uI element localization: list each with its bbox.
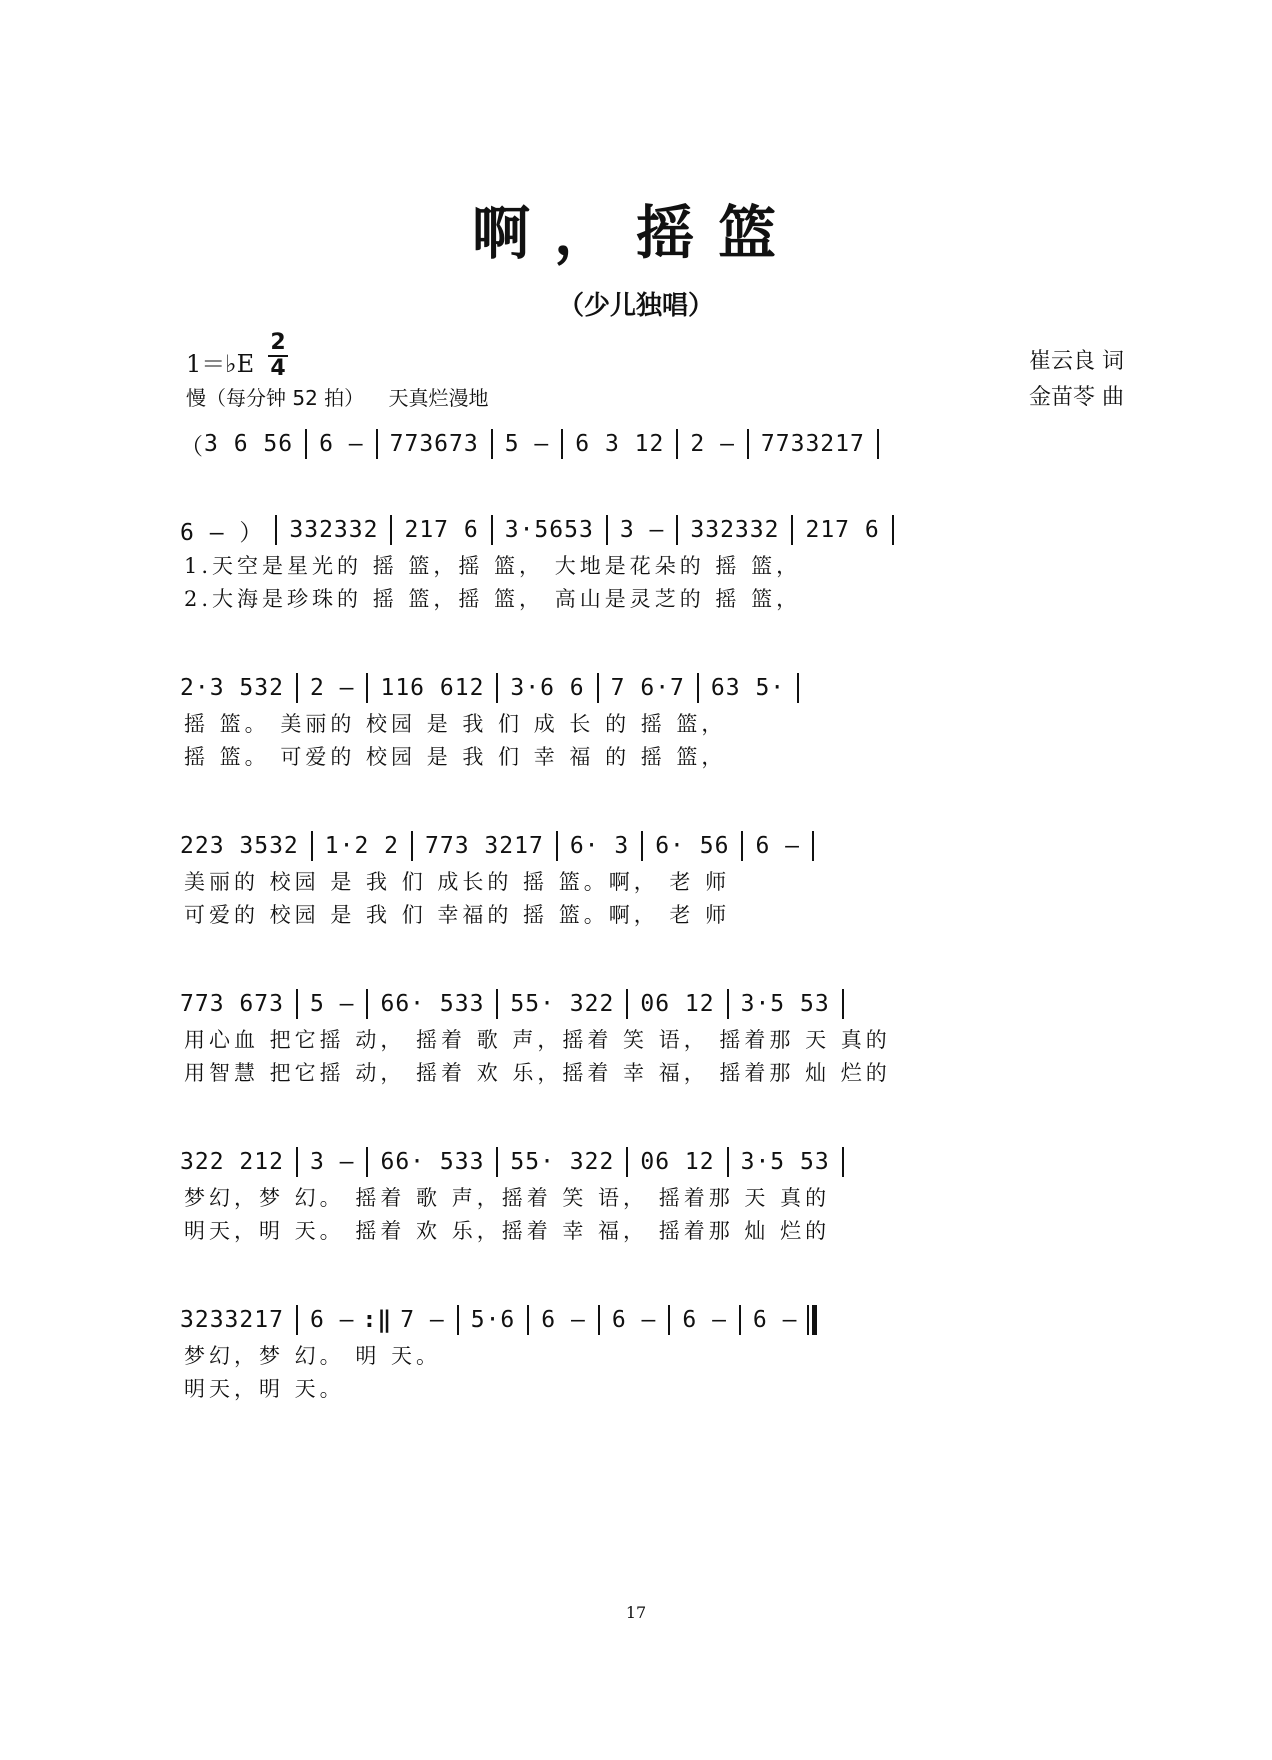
note-group: （ <box>180 433 204 460</box>
time-signature-top: 2 <box>270 330 286 355</box>
lyric-verse-1: 1.天空是星光的 摇 篮，摇 篮， 大地是花朵的 摇 篮， <box>184 554 802 578</box>
note-group: 322 212 <box>180 1149 284 1175</box>
song-subtitle: （少儿独唱） <box>557 291 714 321</box>
time-signature-bottom: 4 <box>270 356 286 381</box>
score-system-4 <box>180 826 1124 932</box>
note-group: 6· 56 <box>655 833 730 859</box>
note-group: 66· 533 <box>380 991 485 1017</box>
lyric-verse-2: 用智慧 把它摇 动， 摇着 欢 乐，摇着 幸 福， 摇着那 灿 烂的 <box>184 1061 891 1085</box>
bar-line <box>626 989 628 1019</box>
bar-line <box>842 1147 844 1177</box>
note-group: 2 – <box>309 675 355 701</box>
note-group: 3·6 6 <box>510 675 585 701</box>
lyric-verse-1: 美丽的 校园 是 我 们 成长的 摇 篮。啊， 老 师 <box>184 870 731 894</box>
note-group: 773673 <box>389 431 479 457</box>
note-group: 7 6·7 <box>610 675 685 701</box>
lyric-verse-1: 用心血 把它摇 动， 摇着 歌 声，摇着 笑 语， 摇着那 天 真的 <box>184 1028 891 1052</box>
notation-line <box>180 984 1124 1024</box>
bar-line <box>561 429 563 459</box>
note-group: 773 3217 <box>425 833 544 859</box>
bar-line <box>626 1147 628 1177</box>
bar-line <box>697 673 699 703</box>
note-group: 332332 <box>289 517 379 543</box>
note-group: 6· 3 <box>569 833 630 859</box>
score-system-6 <box>180 1142 1124 1248</box>
bar-line <box>877 429 879 459</box>
score-system-3 <box>180 668 1124 774</box>
bar-line <box>376 429 378 459</box>
bar-line <box>727 1147 729 1177</box>
note-group: 66· 533 <box>380 1149 485 1175</box>
bar-line <box>556 831 558 861</box>
lyric-verse-1: 梦幻，梦 幻。 摇着 歌 声，摇着 笑 语， 摇着那 天 真的 <box>184 1186 831 1210</box>
note-group: 3·5 53 <box>740 991 830 1017</box>
note-group: 5 – <box>504 431 550 457</box>
note-group: 5·6 <box>470 1307 516 1333</box>
mood-text: 天真烂漫地 <box>388 386 489 410</box>
song-title: 啊，摇篮 <box>471 199 800 267</box>
note-group: 6 – <box>682 1307 727 1333</box>
score-system-7 <box>180 1300 1124 1406</box>
bar-line <box>668 1305 670 1335</box>
note-group: 3 – <box>309 1149 355 1175</box>
note-group: 116 612 <box>380 675 485 701</box>
note-group: 6 – <box>611 1307 657 1333</box>
note-group: 3·5653 <box>504 517 594 543</box>
bar-line <box>390 515 392 545</box>
notation-line <box>180 424 1124 464</box>
notation-line <box>180 826 1124 866</box>
bar-line <box>676 515 678 545</box>
bar-line <box>411 831 413 861</box>
bar-line <box>741 831 743 861</box>
note-group: 223 3532 <box>180 833 299 859</box>
score-system-5 <box>180 984 1124 1090</box>
note-group: 2·3 532 <box>180 675 284 701</box>
note-group: 217 6 <box>805 517 880 543</box>
bar-line <box>491 429 493 459</box>
note-group: 63 5· <box>710 675 786 701</box>
bar-line <box>366 673 368 703</box>
notation-line <box>180 510 1124 550</box>
bar-line <box>311 831 313 861</box>
bar-line <box>366 1147 368 1177</box>
bar-line <box>296 1147 298 1177</box>
note-group: 6 – <box>319 431 364 457</box>
note-group: 6 – <box>309 1307 355 1333</box>
bar-line <box>305 429 307 459</box>
bar-line <box>598 1305 600 1335</box>
tempo-text: 慢（每分钟 52 拍） <box>186 386 365 410</box>
bar-line <box>296 673 298 703</box>
bar-line <box>597 673 599 703</box>
bar-line <box>842 989 844 1019</box>
note-group: 773 673 <box>180 991 284 1017</box>
note-group: 3·5 53 <box>740 1149 830 1175</box>
final-bar-line <box>807 1305 817 1335</box>
bar-line <box>496 989 498 1019</box>
lyric-verse-1: 摇 篮。 美丽的 校园 是 我 们 成 长 的 摇 篮， <box>184 712 727 736</box>
bar-line <box>457 1305 459 1335</box>
lyric-verse-2: 2.大海是珍珠的 摇 篮，摇 篮， 高山是灵芝的 摇 篮， <box>184 587 802 611</box>
bar-line <box>606 515 608 545</box>
note-group: 1·2 2 <box>324 833 400 859</box>
note-group: 6 – ） <box>180 519 264 546</box>
note-group: 3233217 <box>180 1307 284 1333</box>
lyric-verse-2: 摇 篮。 可爱的 校园 是 我 们 幸 福 的 摇 篮， <box>184 745 727 769</box>
bar-line <box>527 1305 529 1335</box>
note-group: 217 6 <box>404 517 479 543</box>
note-group: 7 – <box>400 1307 445 1333</box>
note-group: 6 – <box>755 833 800 859</box>
note-group: 7733217 <box>760 431 865 457</box>
bar-line <box>892 515 894 545</box>
bar-line <box>641 831 643 861</box>
lyric-verse-2: 明天，明 天。 摇着 欢 乐，摇着 幸 福， 摇着那 灿 烂的 <box>184 1219 831 1243</box>
note-group: 332332 <box>690 517 780 543</box>
note-group: 6 3 12 <box>575 431 665 457</box>
bar-line <box>812 831 814 861</box>
bar-line <box>296 1305 298 1335</box>
bar-line <box>496 1147 498 1177</box>
tempo-marking <box>186 382 507 411</box>
bar-line <box>727 989 729 1019</box>
bar-line <box>739 1305 741 1335</box>
lyricist-credit: 崔云良 词 <box>1029 349 1124 374</box>
notation-line <box>180 1142 1124 1182</box>
key-signature: 1＝♭E <box>186 350 255 378</box>
bar-line <box>366 989 368 1019</box>
lyric-verse-1: 梦幻，梦 幻。 明 天。 <box>184 1344 442 1368</box>
bar-line <box>797 673 799 703</box>
score-system-2 <box>180 510 1124 616</box>
score-system-1 <box>180 424 1124 464</box>
bar-line <box>676 429 678 459</box>
note-group: 6 – <box>752 1307 798 1333</box>
notation-line <box>180 668 1124 708</box>
notation-line <box>180 1300 1124 1340</box>
note-group: 55· 322 <box>510 1149 615 1175</box>
repeat-sign: :‖ <box>362 1307 393 1333</box>
note-group: 55· 322 <box>510 991 615 1017</box>
bar-line <box>791 515 793 545</box>
time-signature <box>268 332 288 380</box>
lyric-verse-2: 可爱的 校园 是 我 们 幸福的 摇 篮。啊， 老 师 <box>184 903 731 927</box>
bar-line <box>496 673 498 703</box>
bar-line <box>747 429 749 459</box>
note-group: 6 – <box>541 1307 586 1333</box>
bar-line <box>296 989 298 1019</box>
note-group: 5 – <box>309 991 355 1017</box>
note-group: 06 12 <box>640 991 715 1017</box>
note-group: 3 – <box>619 517 665 543</box>
note-group: 3 6 56 <box>204 431 294 457</box>
lyric-verse-2: 明天，明 天。 <box>184 1377 345 1401</box>
composer-credit: 金苗苓 曲 <box>1029 385 1124 410</box>
note-group: 06 12 <box>640 1149 715 1175</box>
bar-line <box>275 515 277 545</box>
bar-line <box>491 515 493 545</box>
page-number: 17 <box>625 1603 647 1622</box>
note-group: 2 – <box>690 431 735 457</box>
